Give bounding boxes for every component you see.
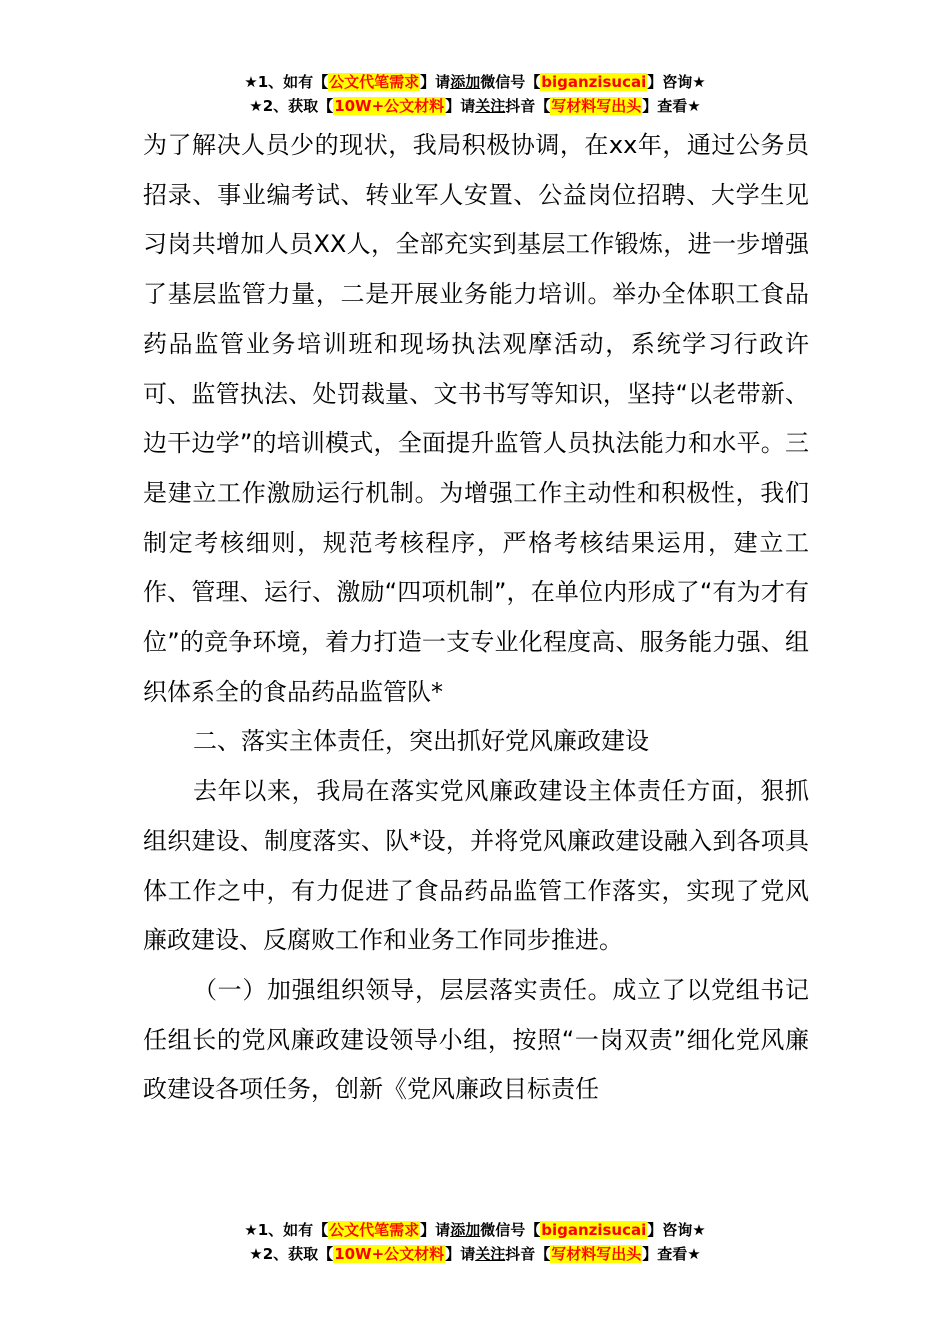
promo-line-2: ★2、获取【10W+公文材料】请关注抖音【写材料写出头】查看★ — [249, 97, 701, 115]
highlight-materials: 10W+公文材料 — [334, 97, 445, 115]
highlight-service: 公文代笔需求 — [329, 73, 420, 91]
highlight-wechat-id: biganzisucai — [541, 1221, 647, 1239]
promo-banner-bottom — [0, 1218, 950, 1266]
highlight-douyin-account: 写材料写出头 — [551, 1245, 642, 1263]
highlight-douyin-account: 写材料写出头 — [551, 97, 642, 115]
promo-banner-top — [0, 70, 950, 118]
highlight-service: 公文代笔需求 — [329, 1221, 420, 1239]
body-paragraph-3: （一）加强组织领导，层层落实责任。成立了以党组书记任组长的党风廉政建设领导小组，按照“一岗双责”细化党风廉政建设各项任务，创新《党风廉政目标责任 — [143, 975, 809, 1104]
body-paragraph-2: 去年以来，我局在落实党风廉政建设主体责任方面，狠抓组织建设、制度落实、队*设，并将党风廉政建设融入到各项具体工作之中，有力促进了食品药品监管工作落实，实现了党风廉政建设、反腐败工作和业务工作同步推进。 — [143, 777, 809, 955]
highlight-wechat-id: biganzisucai — [541, 73, 647, 91]
promo-line-1: ★1、如有【公文代笔需求】请添加微信号【biganzisucai】咨询★ — [244, 73, 706, 91]
body-paragraph-1: 为了解决人员少的现状，我局积极协调，在xx年，通过公务员招录、事业编考试、转业军人安置、公益岗位招聘、大学生见习岗共增加人员XX人，全部充实到基层工作锻炼，进一步增强了基层监管力量，二是开展业务能力培训。举办全体职工食品药品监管业务培训班和现场执法观摩活动，系统学习行政许可、监管执法、处罚裁量、文书书写等知识，坚持“以老带新、边干边学”的培训模式，全面提升监管人员执法能力和水平。三是建立工作激励运行机制。为增强工作主动性和积极性，我们制定考核细则，规范考核程序，严格考核结果运用，建立工作、管理、运行、激励“四项机制”，在单位内形成了“有为才有位”的竞争环境，着力打造一支专业化程度高、服务能力强、组织体系全的食品药品监管队* — [143, 131, 809, 706]
highlight-materials: 10W+公文材料 — [334, 1245, 445, 1263]
section-heading-2: 二、落实主体责任，突出抓好党风廉政建设 — [193, 727, 649, 756]
promo-line-2: ★2、获取【10W+公文材料】请关注抖音【写材料写出头】查看★ — [249, 1245, 701, 1263]
promo-line-1: ★1、如有【公文代笔需求】请添加微信号【biganzisucai】咨询★ — [244, 1221, 706, 1239]
document-body — [143, 121, 809, 1115]
